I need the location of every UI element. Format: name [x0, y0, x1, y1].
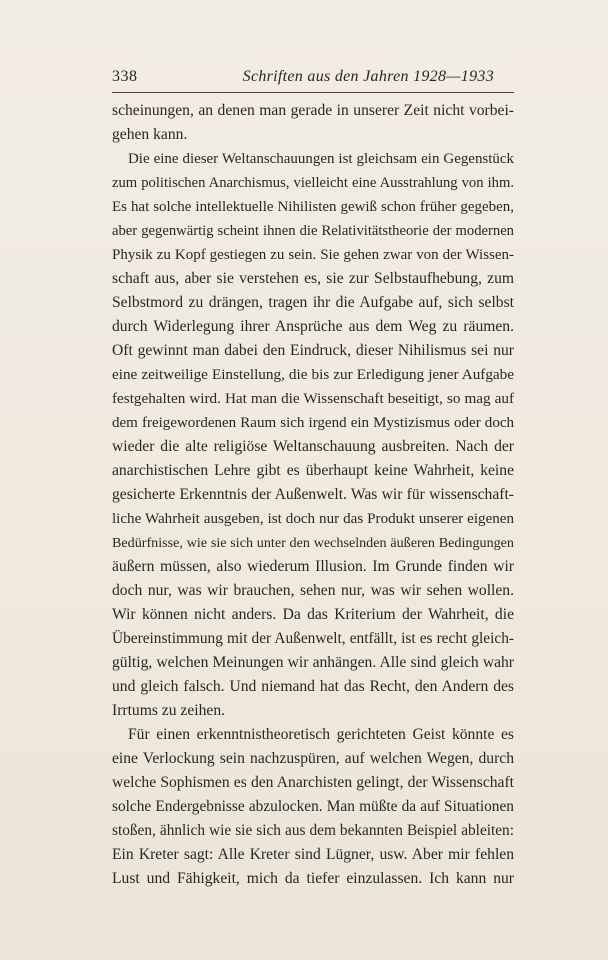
text-line: Es hat solche intellektuelle Nihilisten gewiß schon früher gegeben, — [112, 199, 514, 215]
text-line: Lust und Fähigkeit, mich da tiefer einzulassen. Ich kann nur — [112, 870, 514, 887]
text-line: Ein Kreter sagt: Alle Kreter sind Lügner, usw. Aber mir fehlen — [112, 846, 514, 863]
text-line: Die eine dieser Weltanschauungen ist gleichsam ein Gegenstück — [128, 151, 514, 167]
text-line: scheinungen, an denen man gerade in unserer Zeit nicht vorbei- — [112, 102, 514, 119]
text-line: festgehalten wird. Hat man die Wissenschaft beseitigt, so mag auf — [112, 390, 514, 407]
text-line: Übereinstimmung mit der Außenwelt, entfällt, ist es recht gleich- — [112, 630, 514, 647]
text-line: Bedürfnisse, wie sie sich unter den wechselnden äußeren Bedingungen — [112, 535, 514, 551]
text-line: gehen kann. — [112, 126, 188, 143]
text-line: dem freigewordenen Raum sich irgend ein Mystizismus oder doch — [112, 415, 514, 431]
text-line: aber gegenwärtig scheint ihnen die Relativitätstheorie der modernen — [112, 223, 514, 239]
header-rule — [112, 92, 514, 93]
text-line: durch Widerlegung ihrer Ansprüche aus dem Weg zu räumen. — [112, 318, 514, 335]
text-line: wieder die alte religiöse Weltanschauung ausbreiten. Nach der — [112, 438, 514, 455]
text-line: und gleich falsch. Und niemand hat das Recht, den Andern des — [112, 678, 514, 695]
text-line: anarchistischen Lehre gibt es überhaupt keine Wahrheit, keine — [112, 462, 514, 479]
text-line: Wir können nicht anders. Da das Kriterium der Wahrheit, die — [112, 606, 514, 623]
text-line: Für einen erkenntnistheoretisch gerichteten Geist könnte es — [128, 726, 514, 743]
text-line: welche Sophismen es den Anarchisten gelingt, der Wissenschaft — [112, 774, 514, 791]
text-line: Selbstmord zu drängen, tragen ihr die Aufgabe auf, sich selbst — [112, 294, 514, 311]
text-line: doch nur, was wir brauchen, sehen nur, was wir sehen wollen. — [112, 582, 514, 599]
text-line: liche Wahrheit ausgeben, ist doch nur das Produkt unserer eigenen — [112, 511, 514, 527]
text-line: eine Verlockung sein nachzuspüren, auf welchen Wegen, durch — [112, 750, 514, 767]
body-text — [112, 99, 514, 891]
page-header — [112, 68, 514, 90]
text-line: zum politischen Anarchismus, vielleicht eine Ausstrahlung von ihm. — [112, 175, 514, 191]
text-line: schaft aus, aber sie verstehen es, sie zur Selbstaufhebung, zum — [112, 270, 514, 287]
text-line: äußern müssen, also wiederum Illusion. Im Grunde finden wir — [112, 558, 514, 575]
text-line: Physik zu Kopf gestiegen zu sein. Sie gehen zwar von der Wissen- — [112, 247, 514, 263]
text-line: stoßen, ähnlich wie sie sich aus dem bekannten Beispiel ableiten: — [112, 822, 514, 839]
text-line: Irrtums zu zeihen. — [112, 702, 226, 719]
running-title: Schriften aus den Jahren 1928—1933 — [242, 68, 494, 85]
text-line: gültig, welchen Meinungen wir anhängen. Alle sind gleich wahr — [112, 654, 514, 671]
text-line: gesicherte Erkenntnis der Außenwelt. Was wir für wissenschaft- — [112, 486, 514, 503]
text-line: eine zeitweilige Einstellung, die bis zur Erledigung jener Aufgabe — [112, 366, 514, 383]
text-line: solche Endergebnisse abzulocken. Man müßte da auf Situationen — [112, 798, 514, 815]
text-line: Oft gewinnt man dabei den Eindruck, dieser Nihilismus sei nur — [112, 342, 514, 359]
page-number: 338 — [112, 68, 138, 85]
